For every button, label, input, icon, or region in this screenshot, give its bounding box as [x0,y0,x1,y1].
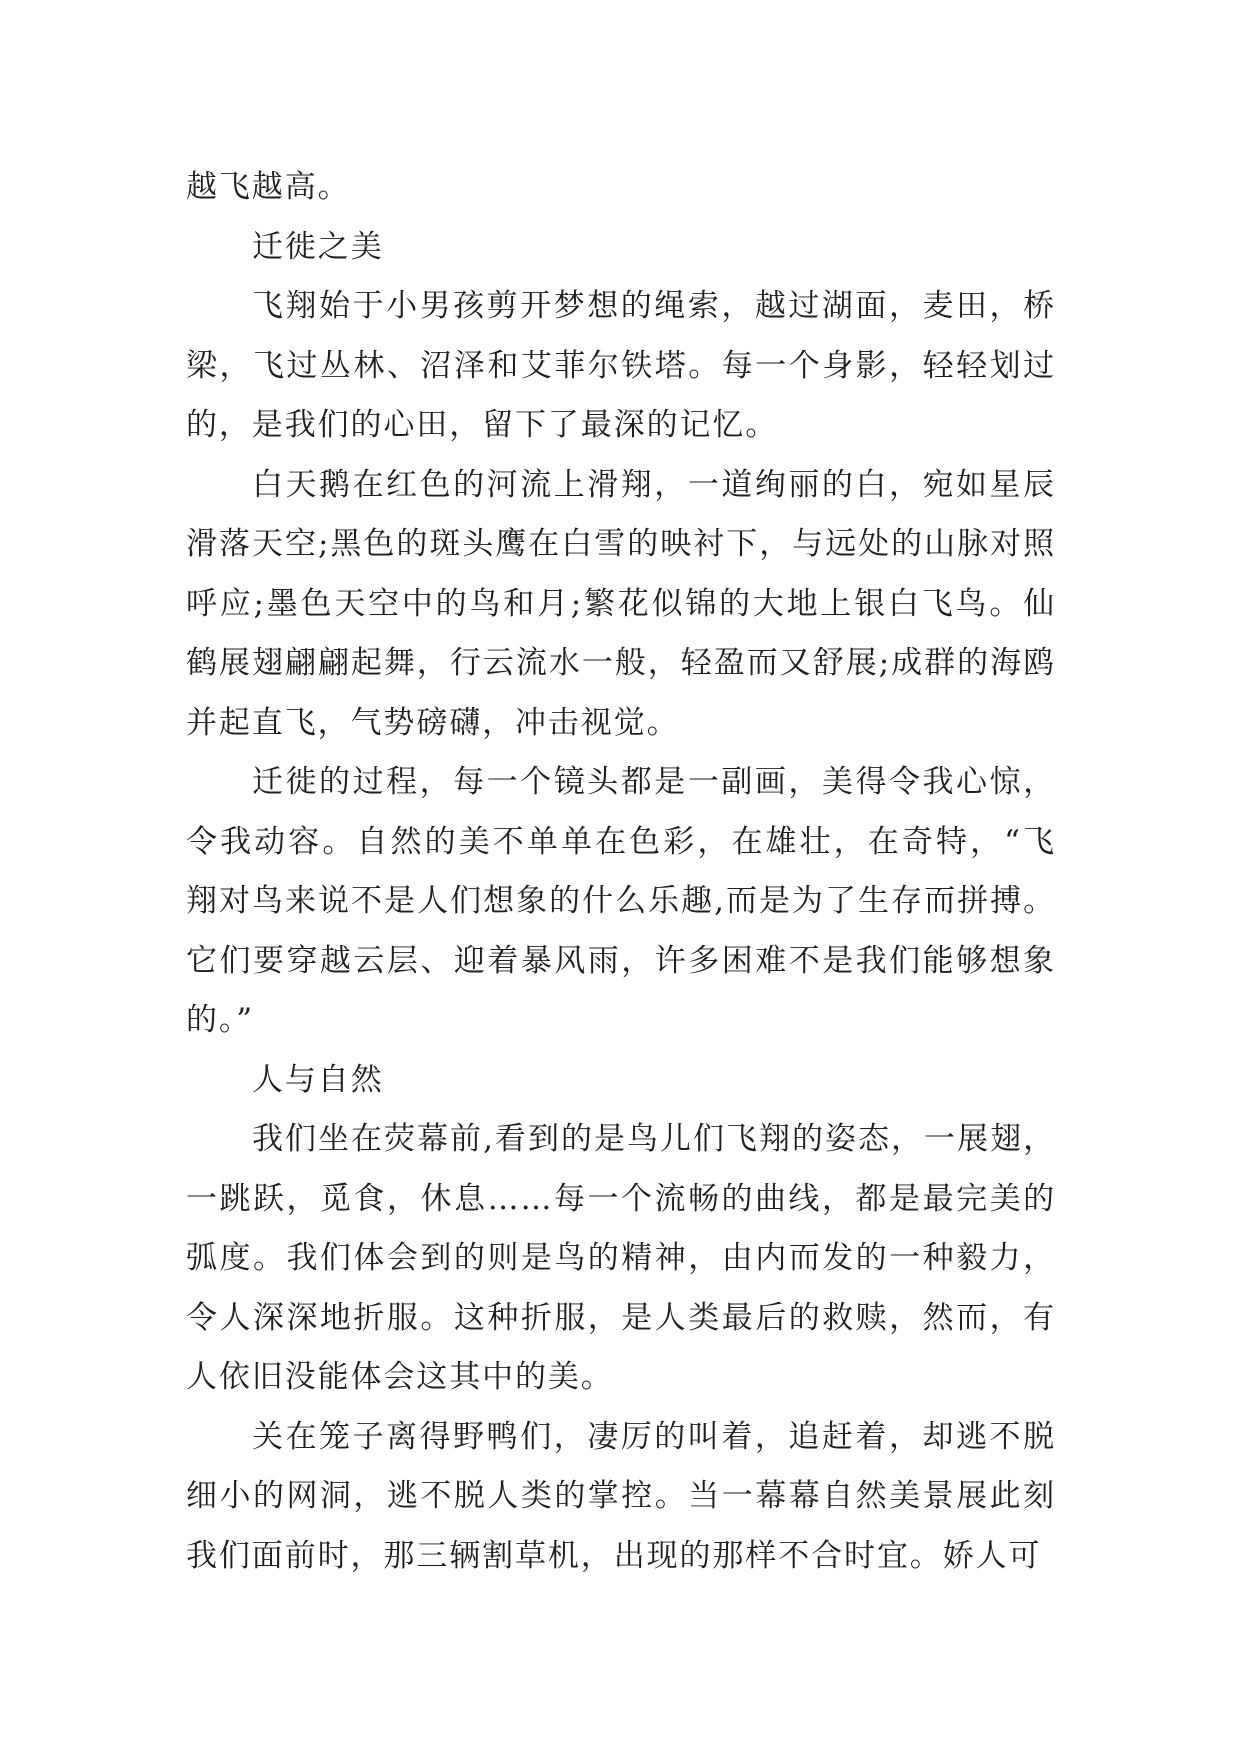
paragraph-continuation: 越飞越高。 [186,169,351,205]
document-body [186,158,1056,1586]
paragraph-swans-and-birds: 白天鹅在红色的河流上滑翔，一道绚丽的白，宛如星辰滑落天空;黑色的斑头鹰在白雪的映衬下，与远处的山脉对照呼应;墨色天空中的鸟和月;繁花似锦的大地上银白飞鸟。仙鹤展翅翩翩起舞，行云流水一般，轻盈而又舒展;成群的海鸥并起直飞，气势磅礴，冲击视觉。 [186,466,1056,741]
paragraph-flight-start: 飞翔始于小男孩剪开梦想的绳索，越过湖面，麦田，桥梁，飞过丛林、沼泽和艾菲尔铁塔。每一个身影，轻轻划过的，是我们的心田，留下了最深的记忆。 [186,288,1056,443]
section-heading-man-and-nature: 人与自然 [252,1061,384,1098]
paragraph-watching-birds: 我们坐在荧幕前,看到的是鸟儿们飞翔的姿态，一展翅，一跳跃，觅食，休息……每一个流畅的曲线，都是最完美的弧度。我们体会到的则是鸟的精神，由内而发的一种毅力，令人深深地折服。这种折服，是人类最后的救赎，然而，有人依旧没能体会这其中的美。 [186,1121,1056,1395]
paragraph-caged-ducks: 关在笼子离得野鸭们，凄厉的叫着，追赶着，却逃不脱细小的网洞，逃不脱人类的掌控。当一幕幕自然美景展此刻我们面前时，那三辆割草机，出现的那样不合时宜。娇人可 [186,1418,1056,1574]
paragraph-migration-process: 迁徙的过程，每一个镜头都是一副画，美得令我心惊，令我动容。自然的美不单单在色彩，在雄壮，在奇特，“飞翔对鸟来说不是人们想象的什么乐趣,而是为了生存而拼搏。它们要穿越云层、迎着暴风雨，许多困难不是我们能够想象的。” [186,764,1056,1038]
section-heading-migration: 迁徙之美 [252,228,384,265]
